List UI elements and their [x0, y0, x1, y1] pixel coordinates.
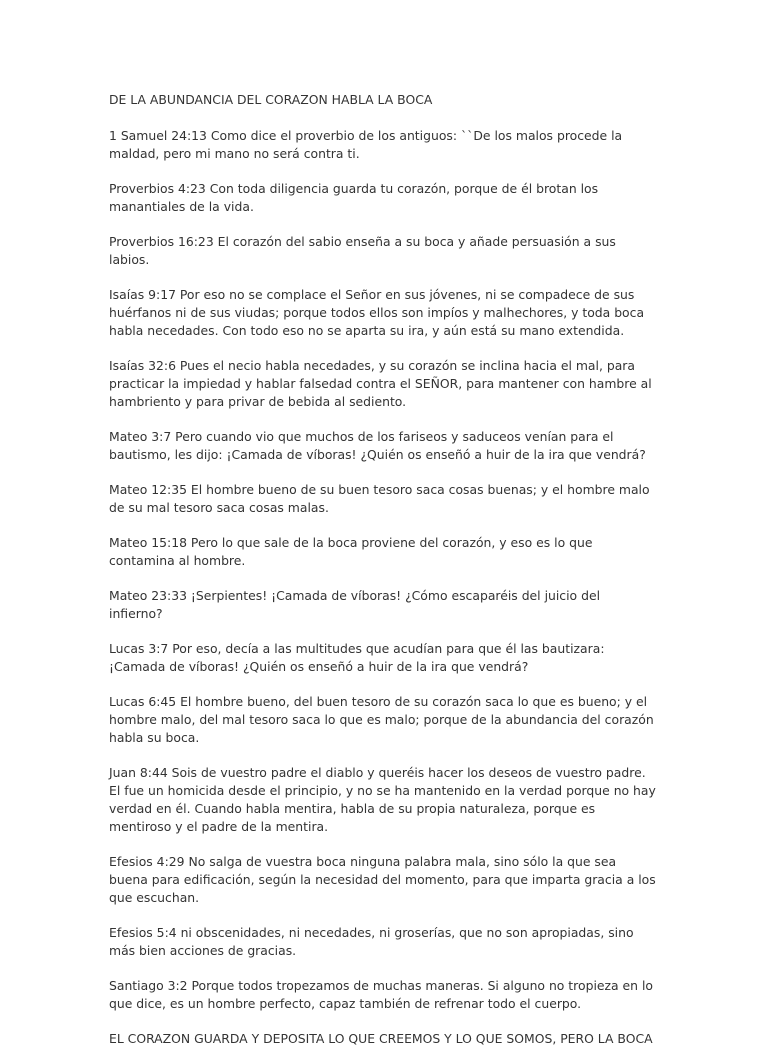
verse-paragraph: Efesios 5:4 ni obscenidades, ni necedades, ni groserías, que no son apropiadas, sino más bien acciones de gracias. [109, 925, 634, 958]
document-page [109, 91, 657, 1048]
verse-paragraph: Proverbios 4:23 Con toda diligencia guarda tu corazón, porque de él brotan los manantiales de la vida. [109, 181, 599, 214]
verse-paragraph: Mateo 23:33 ¡Serpientes! ¡Camada de víboras! ¿Cómo escaparéis del juicio del infierno? [109, 588, 601, 621]
verse-paragraph: Juan 8:44 Sois de vuestro padre el diablo y queréis hacer los deseos de vuestro padre. El fue un homicida desde el principio, y no se ha mantenido en la verdad porque no hay verdad en él. Cuando habla mentira, habla de su propia naturaleza, porque es mentiroso y el padre de la mentira. [109, 765, 656, 834]
document-title: DE LA ABUNDANCIA DEL CORAZON HABLA LA BOCA [109, 92, 433, 107]
verse-paragraph: Mateo 12:35 El hombre bueno de su buen tesoro saca cosas buenas; y el hombre malo de su mal tesoro saca cosas malas. [109, 482, 650, 515]
verse-paragraph: Lucas 3:7 Por eso, decía a las multitudes que acudían para que él las bautizara: ¡Camada de víboras! ¿Quién os enseñó a huir de la ira que vendrá? [109, 641, 605, 674]
verse-paragraph: Mateo 3:7 Pero cuando vio que muchos de los fariseos y saduceos venían para el bautismo, les dijo: ¡Camada de víboras! ¿Quién os enseñó a huir de la ira que vendrá? [109, 429, 646, 462]
verse-paragraph: Isaías 9:17 Por eso no se complace el Señor en sus jóvenes, ni se compadece de sus huérfanos ni de sus viudas; porque todos ellos son impíos y malhechores, y toda boca habla necedades. Con todo eso no se aparta su ira, y aún está su mano extendida. [109, 287, 645, 338]
verse-paragraph: Lucas 6:45 El hombre bueno, del buen tesoro de su corazón saca lo que es bueno; y el hombre malo, del mal tesoro saca lo que es malo; porque de la abundancia del corazón habla su boca. [109, 694, 654, 745]
verse-paragraph: Proverbios 16:23 El corazón del sabio enseña a su boca y añade persuasión a sus labios. [109, 234, 616, 267]
verse-paragraph: Santiago 3:2 Porque todos tropezamos de muchas maneras. Si alguno no tropieza en lo que dice, es un hombre perfecto, capaz también de refrenar todo el cuerpo. [109, 978, 653, 1011]
verse-paragraph: Isaías 32:6 Pues el necio habla necedades, y su corazón se inclina hacia el mal, para practicar la impiedad y hablar falsedad contra el SEÑOR, para mantener con hambre al hambriento y para privar de bebida al sediento. [109, 358, 652, 409]
closing-heading: EL CORAZON GUARDA Y DEPOSITA LO QUE CREEMOS Y LO QUE SOMOS, PERO LA BOCA [109, 1031, 653, 1046]
verse-paragraph: Mateo 15:18 Pero lo que sale de la boca proviene del corazón, y eso es lo que contamina al hombre. [109, 535, 593, 568]
verse-paragraph: Efesios 4:29 No salga de vuestra boca ninguna palabra mala, sino sólo la que sea buena para edificación, según la necesidad del momento, para que imparta gracia a los que escuchan. [109, 854, 656, 905]
verse-paragraph: 1 Samuel 24:13 Como dice el proverbio de los antiguos: ``De los malos procede la maldad, pero mi mano no será contra ti. [109, 128, 623, 161]
